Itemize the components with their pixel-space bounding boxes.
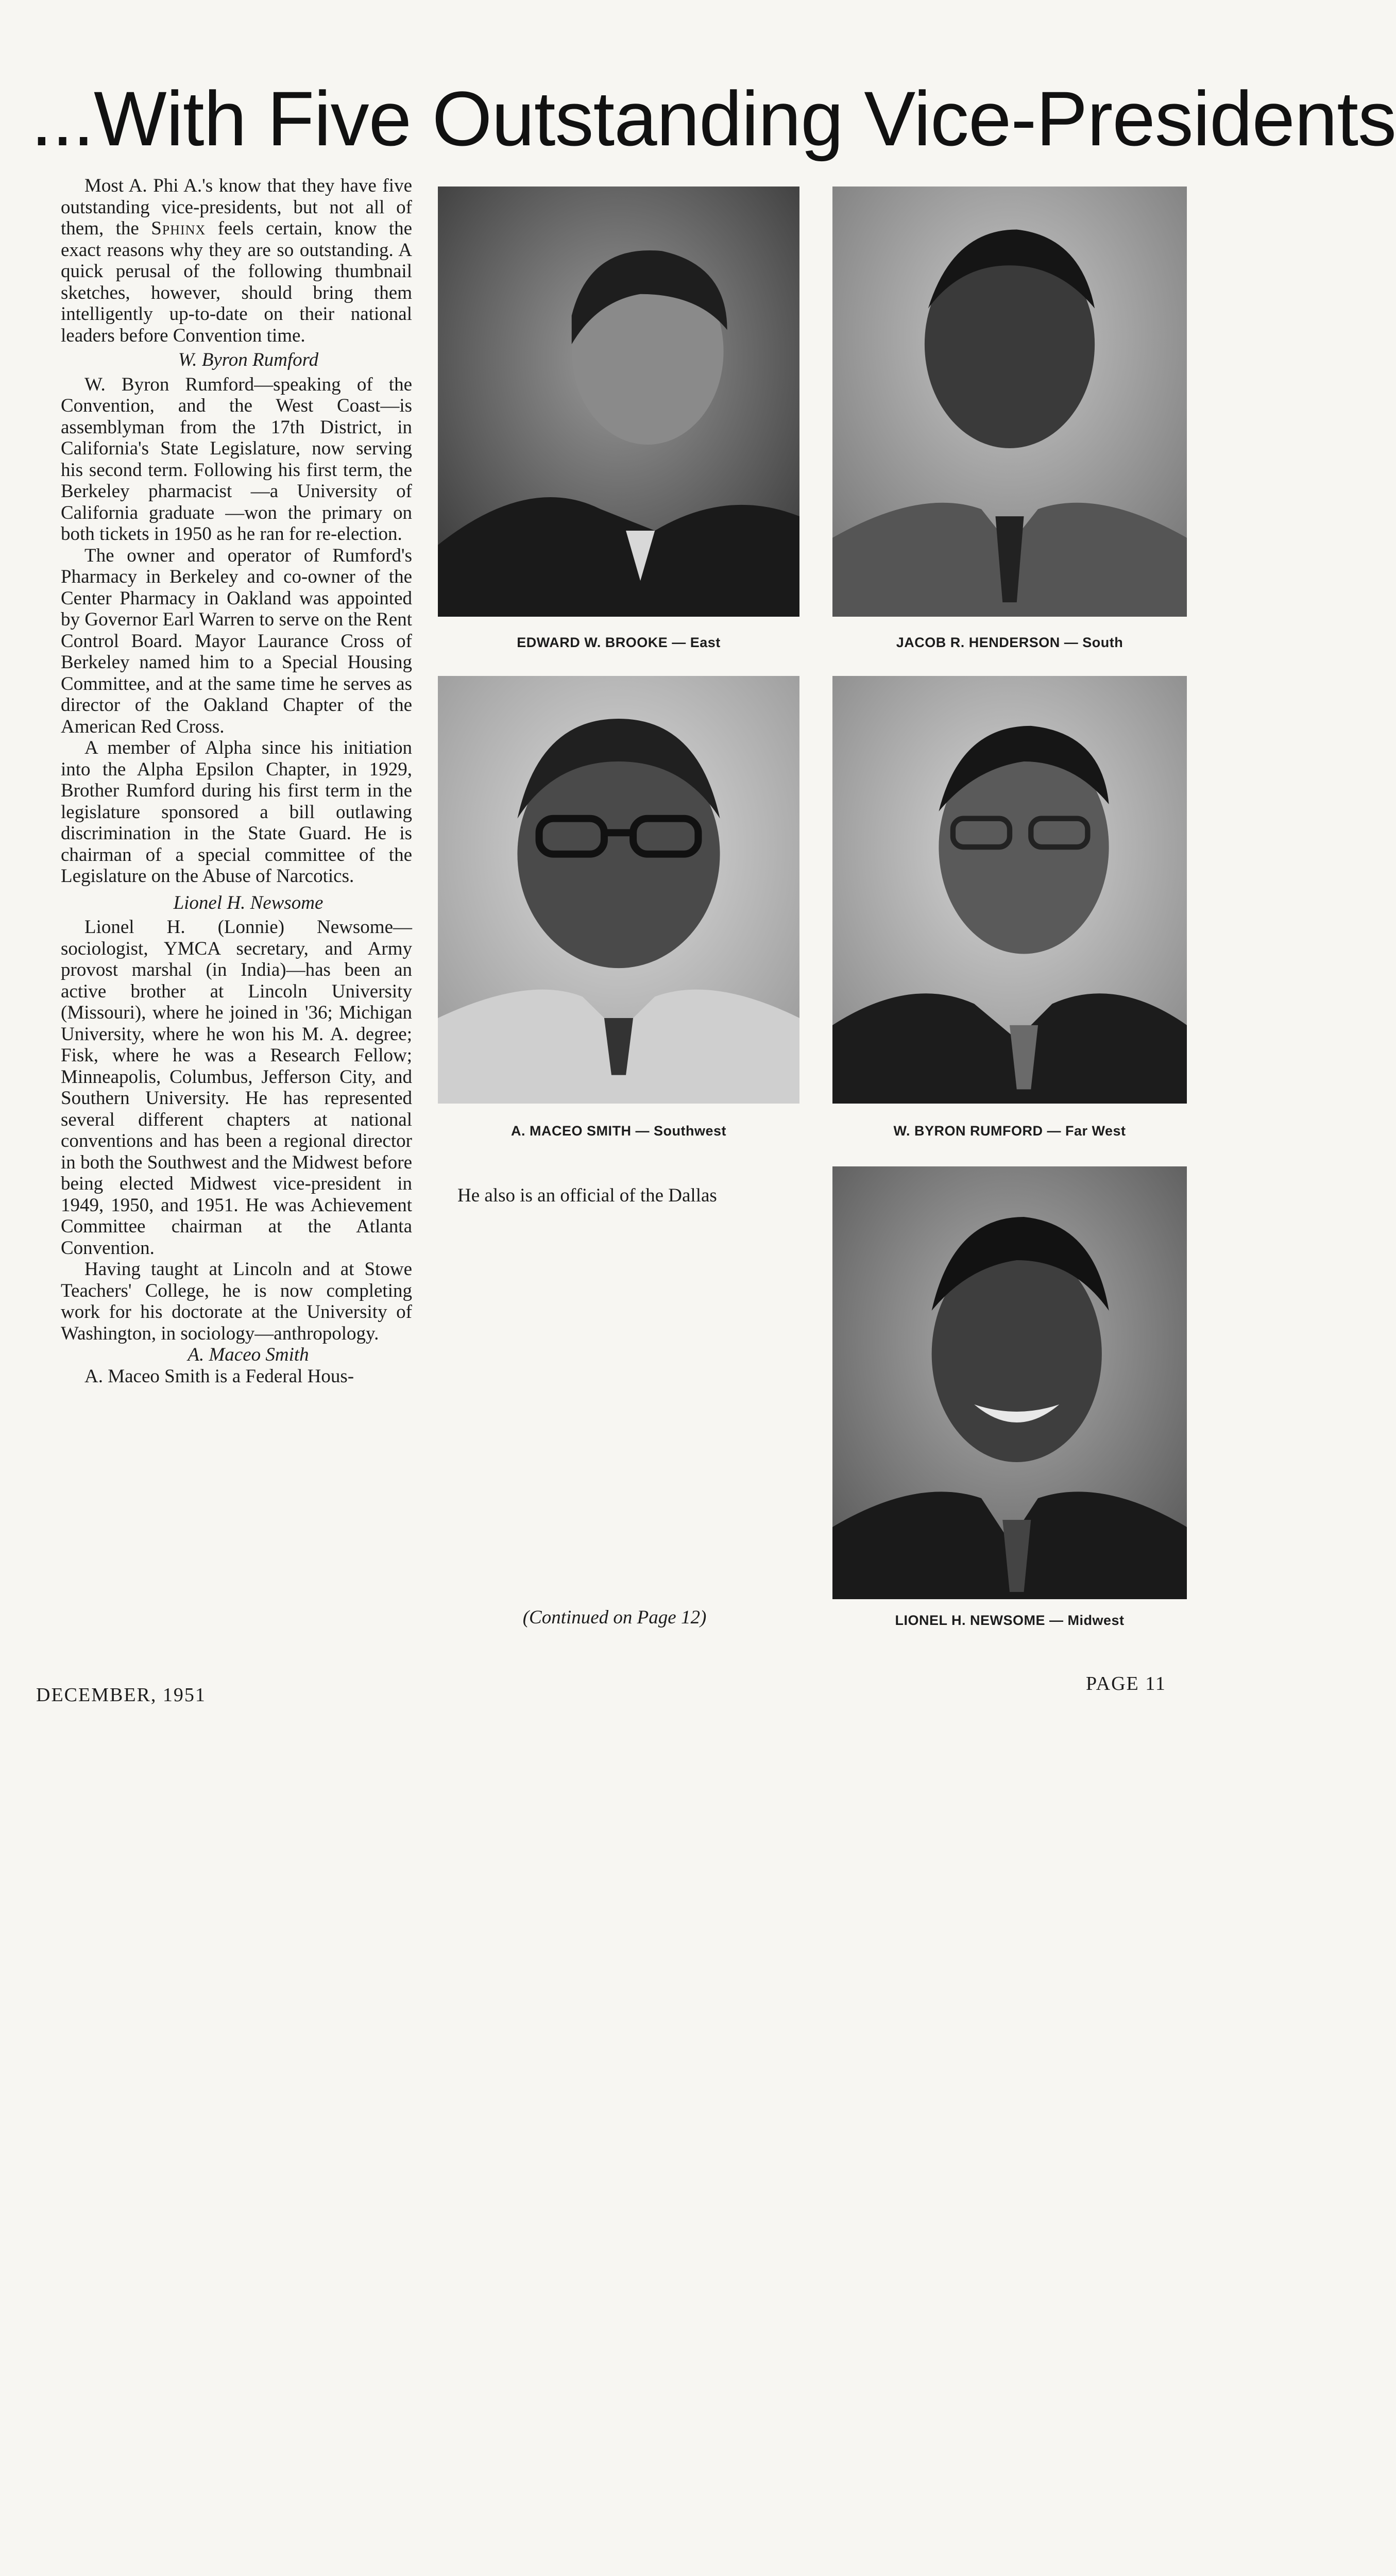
footer-date: DECEMBER, 1951 — [36, 1684, 206, 1706]
caption-brooke-region: East — [690, 635, 721, 650]
caption-rumford: W. BYRON RUMFORD — Far West — [893, 1123, 1126, 1139]
caption-newsome-name: LIONEL H. NEWSOME — [895, 1613, 1045, 1628]
section-heading-newsome: Lionel H. Newsome — [173, 892, 324, 913]
smith-paragraph-2: He also is an official of the Dallas — [457, 1185, 717, 1206]
photo-rumford — [832, 676, 1187, 1104]
newsome-paragraph-2: Having taught at Lincoln and at Stowe Teachers' College, he is now completing work for his doctorate at the University of Washington, in sociology—anthropology. — [61, 1259, 412, 1344]
caption-smith-name: A. MACEO SMITH — [510, 1123, 632, 1139]
left-column — [61, 175, 412, 1387]
photo-newsome — [832, 1166, 1187, 1599]
caption-henderson-region: South — [1082, 635, 1123, 650]
photo-brooke — [438, 187, 799, 617]
rumford-paragraph-3: A member of Alpha since his initiation into the Alpha Epsilon Chapter, in 1929, Brother Rumford during his first term in the legislature sponsored a bill outlawing discrimination in the State Guard. He is chairman of a special committee of the Legislature on the Abuse of Narcotics. — [61, 737, 412, 887]
newsome-paragraph-1: Lionel H. (Lonnie) Newsome—sociologist, YMCA secretary, and Army provost marshal (in India)—has been an active brother at Lincoln University (Missouri), where he joined in '36; Michigan University, where he won his M. A. degree; Fisk, where he was a Research Fellow; Minneapolis, Columbus, Jefferson City, and Southern University. He has represented several different chapters at national conventions and has been a regional director in both the Southwest and the Midwest before being elected Midwest vice-president in 1949, 1950, and 1951. He was Achievement Committee chairman at the Atlanta Convention. — [61, 917, 412, 1259]
caption-newsome-region: Midwest — [1067, 1613, 1125, 1628]
photo-smith — [438, 676, 799, 1104]
smith-paragraph-start: A. Maceo Smith is a Federal Hous- — [84, 1365, 354, 1387]
page-title: ...With Five Outstanding Vice-Presidents — [31, 75, 1396, 162]
caption-smith: A. MACEO SMITH — Southwest — [510, 1123, 727, 1139]
portrait-henderson-image — [832, 187, 1187, 617]
section-heading-rumford: W. Byron Rumford — [178, 349, 319, 370]
portrait-newsome-image — [832, 1166, 1187, 1599]
middle-column — [434, 1185, 795, 1207]
caption-brooke-name: EDWARD W. BROOKE — [517, 635, 668, 650]
intro-paragraph: Most A. Phi A.'s know that they have five outstanding vice-presidents, but not all of them, the Sphinx feels certain, know the exact reasons why they are so outstanding. A quick perusal of the following thumbnail sketches, however, should bring them intelligently up-to-date on their national leaders before Convention time. — [61, 175, 413, 346]
footer-page-number: PAGE 11 — [1086, 1673, 1166, 1694]
photo-henderson — [832, 187, 1187, 617]
portrait-rumford-image — [832, 676, 1187, 1104]
sphinx-name: Sphinx — [151, 218, 206, 239]
caption-smith-region: Southwest — [654, 1123, 727, 1139]
caption-rumford-name: W. BYRON RUMFORD — [893, 1123, 1043, 1139]
caption-rumford-region: Far West — [1065, 1123, 1126, 1139]
portrait-smith-image — [438, 676, 799, 1104]
caption-brooke: EDWARD W. BROOKE — East — [517, 635, 721, 650]
continued-note: (Continued on Page 12) — [522, 1607, 707, 1628]
portrait-brooke-image — [438, 187, 799, 617]
caption-henderson: JACOB R. HENDERSON — South — [896, 635, 1123, 650]
rumford-paragraph-2: The owner and operator of Rumford's Pharmacy in Berkeley and co-owner of the Center Pharmacy in Oakland was appointed by Governor Earl Warren to serve on the Rent Control Board. Mayor Laurance Cross of Berkeley named him to a Special Housing Committee, and at the same time he serves as director of the Oakland Chapter of the American Red Cross. — [61, 545, 412, 737]
section-heading-smith: A. Maceo Smith — [188, 1344, 309, 1365]
caption-newsome: LIONEL H. NEWSOME — Midwest — [895, 1613, 1125, 1628]
caption-henderson-name: JACOB R. HENDERSON — [896, 635, 1060, 650]
rumford-paragraph-1: W. Byron Rumford—speaking of the Convention, and the West Coast—is assemblyman from the 17th District, in California's State Legislature, now serving his second term. Following his first term, the Berkeley pharmacist —a University of California graduate —won the primary on both tickets in 1950 as he ran for re-election. — [61, 374, 412, 545]
